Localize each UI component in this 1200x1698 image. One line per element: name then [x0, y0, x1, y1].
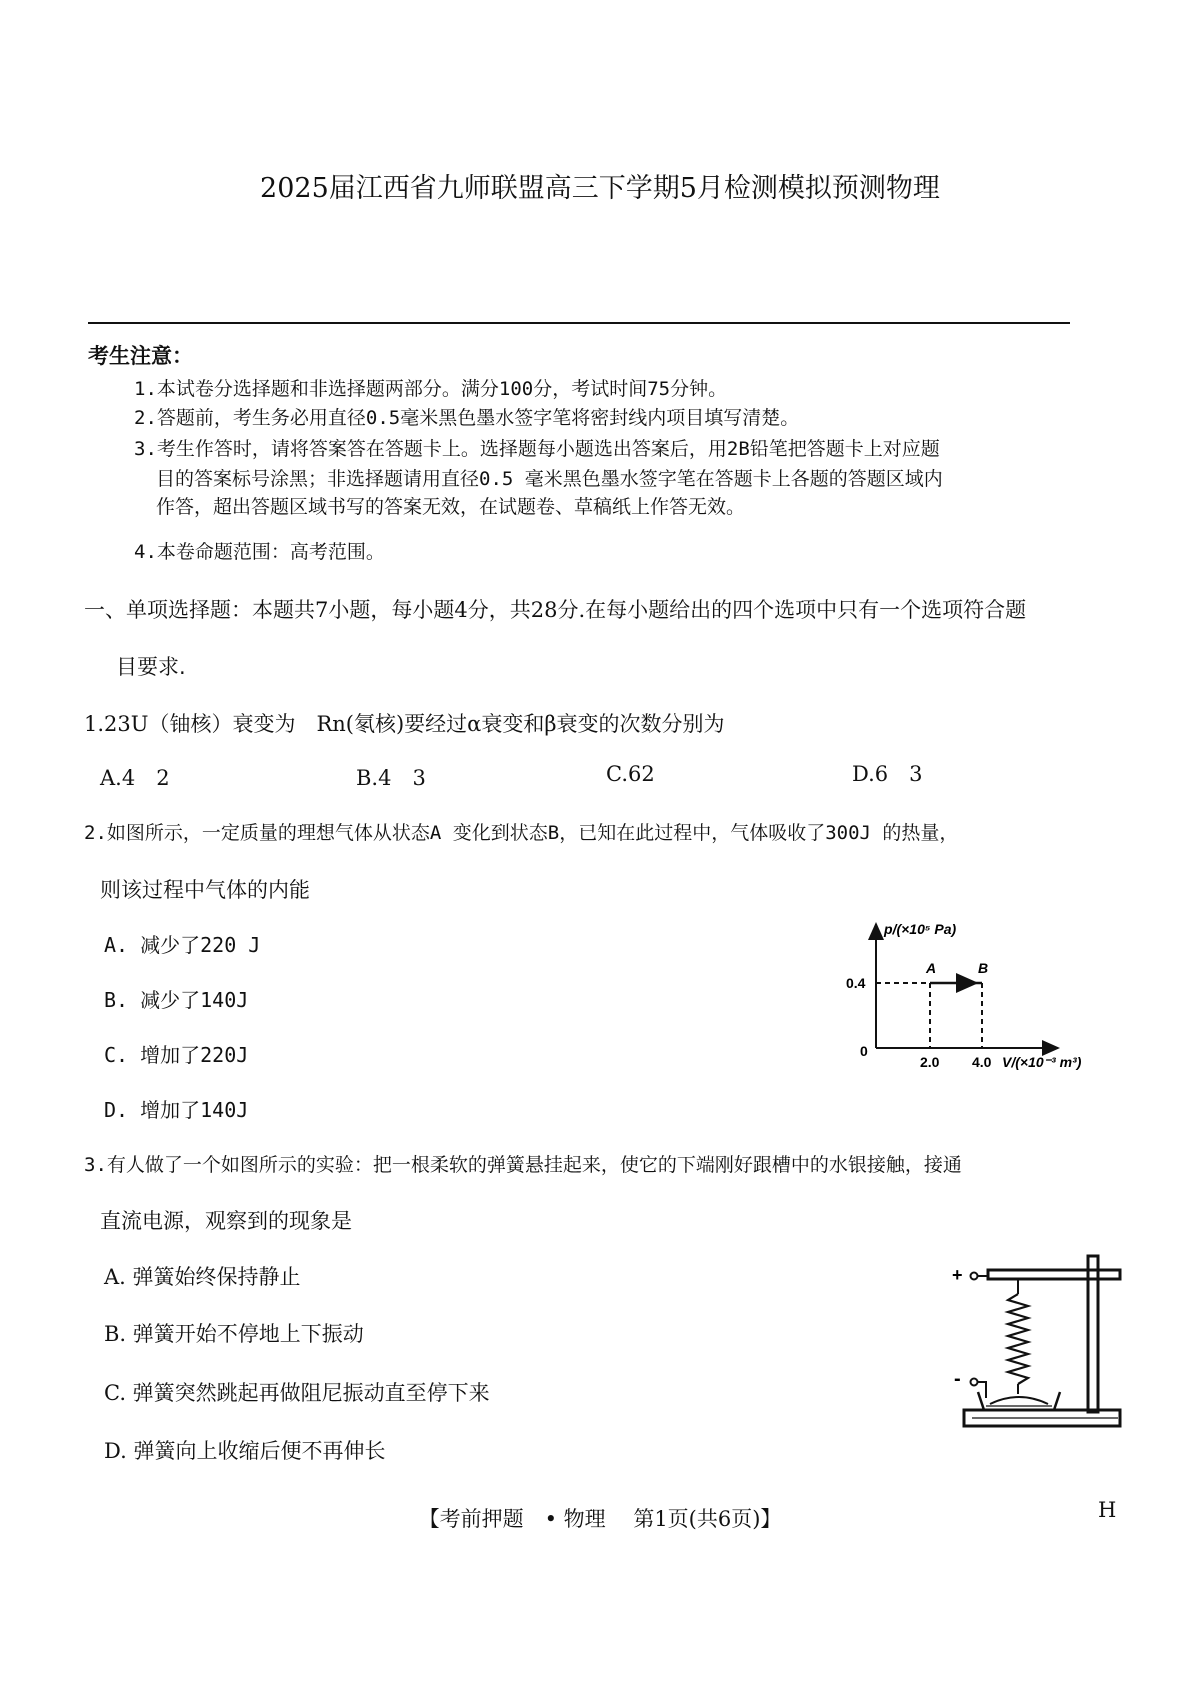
page-footer: 【考前押题 • 物理 第1页(共6页)】	[418, 1507, 782, 1531]
question-3-stem: 3.有人做了一个如图所示的实验：把一根柔软的弹簧悬挂起来，使它的下端刚好跟槽中的水银接触，接通	[84, 1154, 962, 1176]
positive-terminal-label: +	[952, 1265, 963, 1285]
spring-apparatus-figure	[948, 1240, 1128, 1436]
page-title: 2025届江西省九师联盟高三下学期5月检测模拟预测物理	[260, 173, 940, 204]
y-tick-label: 0.4	[846, 975, 866, 991]
negative-terminal-label: -	[954, 1368, 961, 1390]
question-2-stem: 2.如图所示，一定质量的理想气体从状态A 变化到状态B，已知在此过程中，气体吸收了300J 的热量，	[84, 822, 959, 844]
section-heading-cont: 目要求.	[116, 655, 186, 679]
q3-option-b: B. 弹簧开始不停地上下振动	[104, 1322, 364, 1346]
section-heading: 一、单项选择题：本题共7小题，每小题4分，共28分.在每小题给出的四个选项中只有一个选项符合题	[84, 598, 1027, 622]
q2-option-a: A. 减少了220 J	[104, 933, 261, 957]
q2-option-b: B. 减少了140J	[104, 988, 249, 1012]
notice-item-1: 1.本试卷分选择题和非选择题两部分。满分100分，考试时间75分钟。	[134, 378, 728, 400]
side-letter: H	[1098, 1498, 1117, 1522]
q2-option-c: C. 增加了220J	[104, 1043, 249, 1067]
x-tick-label-2: 4.0	[972, 1054, 992, 1070]
notice-item-2: 2.答题前，考生务必用直径0.5毫米黑色墨水签字笔将密封线内项目填写清楚。	[134, 407, 800, 429]
notice-item-3-cont-2: 作答，超出答题区域书写的答案无效，在试题卷、草稿纸上作答无效。	[156, 496, 746, 518]
header-divider	[88, 322, 1070, 324]
notice-item-3: 3.考生作答时，请将答案答在答题卡上。选择题每小题选出答案后，用2B铅笔把答题卡上对应题	[134, 438, 940, 460]
notice-item-4: 4.本卷命题范围：高考范围。	[134, 541, 385, 563]
q3-option-a: A. 弹簧始终保持静止	[104, 1265, 301, 1289]
q3-option-c: C. 弹簧突然跳起再做阻尼振动直至停下来	[104, 1381, 490, 1405]
point-b-label: B	[978, 960, 989, 976]
question-3-stem-cont: 直流电源，观察到的现象是	[100, 1209, 352, 1233]
spring	[1008, 1294, 1028, 1384]
q1-option-c: C.62	[606, 762, 655, 786]
origin-label: 0	[860, 1043, 868, 1059]
pv-graph	[846, 916, 1126, 1076]
notice-item-3-cont-1: 目的答案标号涂黑；非选择题请用直径0.5 毫米黑色墨水签字笔在答题卡上各题的答题区域内	[156, 468, 943, 490]
question-2-stem-cont: 则该过程中气体的内能	[100, 878, 310, 902]
question-1-stem: 1.23U（铀核）衰变为 Rn(氡核)要经过α衰变和β衰变的次数分别为	[84, 712, 725, 736]
y-axis-label: p/(×10⁵ Pa)	[884, 921, 957, 937]
x-tick-label-1: 2.0	[920, 1054, 940, 1070]
x-axis-label: V/(×10⁻³ m³)	[1002, 1054, 1082, 1070]
notice-heading: 考生注意：	[88, 344, 193, 368]
mercury-trough	[978, 1392, 1060, 1410]
q2-option-d: D. 增加了140J	[104, 1098, 249, 1122]
q3-option-d: D. 弹簧向上收缩后便不再伸长	[104, 1439, 386, 1463]
q1-option-b: B.4 3	[356, 766, 426, 790]
q1-option-d: D.6 3	[852, 762, 923, 786]
q1-option-a: A.4 2	[100, 766, 170, 790]
point-a-label: A	[926, 960, 937, 976]
